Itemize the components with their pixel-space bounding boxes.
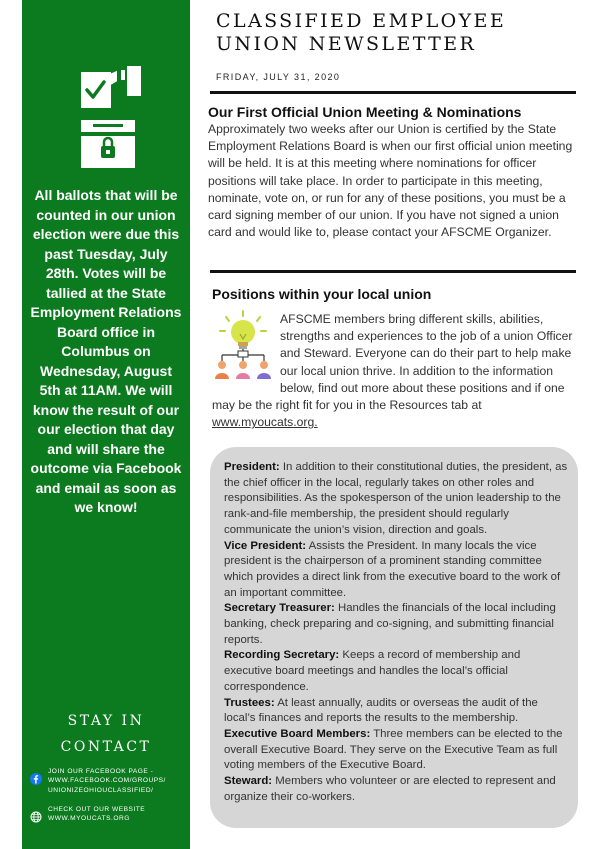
role-desc: Keeps a record of membership and executive board meetings and handles the local’s official correspondence. (224, 649, 521, 693)
newsletter-title (216, 10, 506, 56)
role-desc: Handles the financials of the local including banking, check preparing and co-signing, and submitting financial reports. (224, 602, 556, 646)
role-desc: In addition to their constitutional duties, the president, as the chief officer in the local, regularly takes on other roles and responsibilities. As the spokesperson of the union leadership to the rank-and-file membership, the president should regularly communicate the union’s vision, direction and goals. (224, 461, 568, 536)
role-secretary-treasurer (224, 601, 570, 648)
role-desc: Members who volunteer or are elected to represent and organize their co-workers. (224, 775, 556, 803)
contact-text: CONTACT (60, 739, 152, 755)
role-title: President: (224, 461, 280, 473)
role-desc: Assists the President. In many locals the vice president is the chairperson of a prominent standing committee which provides a direct link from the executive board to the work of an important committee. (224, 539, 561, 599)
facebook-icon (30, 773, 42, 785)
role-title: Trustees: (224, 696, 275, 709)
facebook-link-text[interactable]: JOIN OUR FACEBOOK PAGE - WWW.FACEBOOK.COM/GROUPS/ UNIONIZEOHIOUCLASSIFIED/ (48, 768, 166, 794)
roles-box (210, 447, 578, 828)
role-trustees (224, 696, 570, 727)
role-executive-board-members (224, 727, 570, 774)
facebook-contact[interactable] (30, 767, 188, 795)
roles-list (224, 460, 570, 805)
globe-icon (30, 811, 42, 823)
divider-middle (210, 270, 576, 273)
article-positions-text: AFSCME members bring different skills, abilities, strengths and experiences to the job of a union Officer and Steward. Everyone can do their part to help make our local union thrive. In addition to the information below, find out more about these positions and if one may be the right fit for you in the Resources tab at (212, 312, 573, 413)
article-meeting-body: Approximately two weeks after our Union is certified by the State Employment Relations Board is when our first official union meeting will be held. It is at this meeting where nominations for officer positions will take place. In order to participate in this meeting, nominate, vote on, or run for any of these positions, you must be a card signing member of our union. If you have not signed a union card and would like to, please contact your AFSCME Organizer. (208, 122, 573, 240)
title-line-1: CLASSIFIED EMPLOYEE (216, 10, 507, 32)
website-link-text[interactable]: CHECK OUT OUR WEBSITE WWW.MYOUCATS.ORG (48, 806, 146, 823)
role-title: Vice President: (224, 539, 307, 552)
role-president (224, 460, 570, 539)
website-contact[interactable] (30, 805, 188, 824)
ballot-box-icon (79, 62, 143, 172)
role-recording-secretary (224, 648, 570, 695)
article-meeting-heading: Our First Official Union Meeting & Nominations (208, 104, 522, 120)
role-title: Steward: (224, 775, 273, 788)
newsletter-date: FRIDAY, JULY 31, 2020 (216, 72, 341, 82)
divider-top (210, 91, 576, 94)
stay-in-text: STAY IN (67, 713, 145, 729)
sidebar (22, 0, 190, 849)
role-title: Secretary Treasurer: (224, 602, 335, 615)
ballot-announcement: All ballots that will be counted in our union election were due this past Tuesday, July 28th. Votes will be tallied at the State Employment Relations Board office in Columbus on Wednesday, August 5th at 11AM. We will know the result of our our election that day and will share the outcome via Facebook and email as soon as we know! (30, 187, 182, 515)
article-positions (212, 285, 584, 431)
role-desc: At least annually, audits or overseas the audit of the local’s finances and reports the results to the membership. (224, 696, 538, 725)
role-desc: Three members can be elected to the overall Executive Board. They serve on the Executive Team as full voting members of the Executive Board. (224, 727, 563, 772)
lightbulb-team-icon (212, 309, 274, 381)
role-vice-president (224, 539, 570, 602)
myoucats-link[interactable]: www.myoucats.org. (212, 415, 318, 430)
stay-in-contact-heading (22, 708, 190, 760)
article-meeting (208, 103, 580, 241)
article-positions-heading: Positions within your local union (212, 286, 432, 302)
role-steward (224, 774, 570, 805)
title-line-2: UNION NEWSLETTER (216, 33, 477, 55)
role-title: Executive Board Members: (224, 727, 371, 740)
role-title: Recording Secretary: (224, 649, 340, 662)
